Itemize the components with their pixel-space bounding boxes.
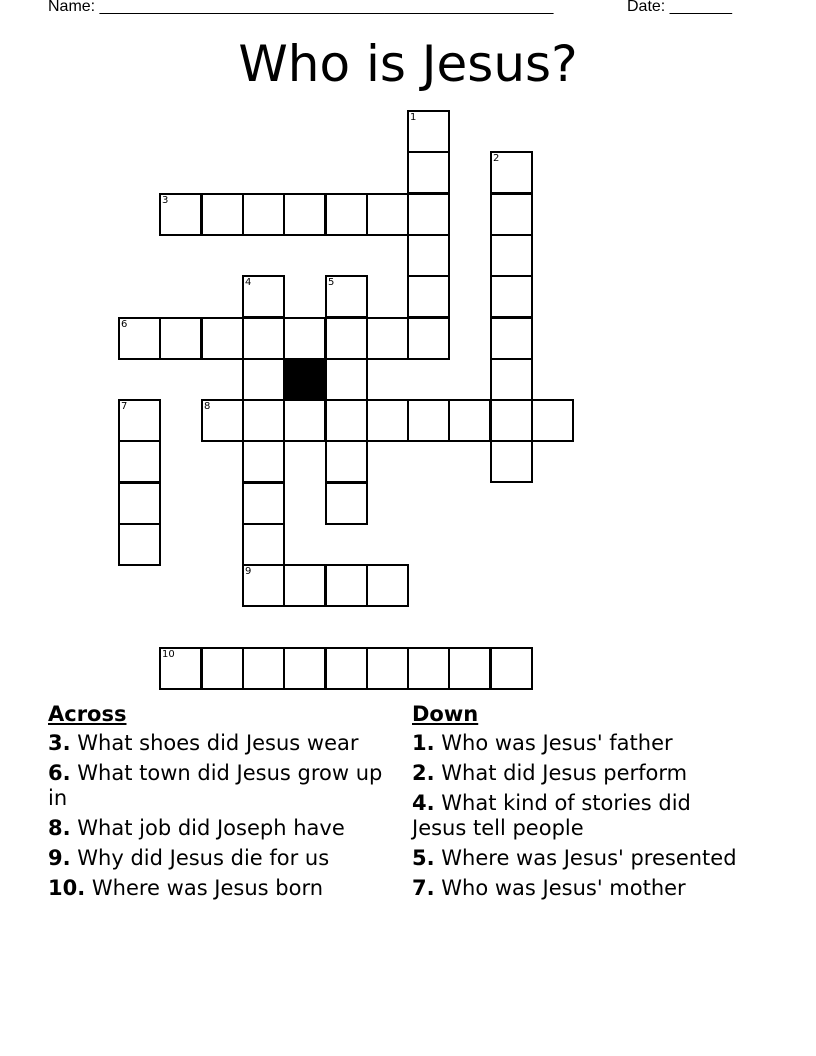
grid-cell[interactable]: [325, 440, 368, 483]
grid-cell[interactable]: [242, 193, 285, 236]
clue-number: 4: [245, 277, 252, 288]
grid-cell[interactable]: [159, 193, 202, 236]
grid-cell[interactable]: [407, 399, 450, 442]
clue-number: 1: [410, 112, 417, 123]
clue-number: 6: [121, 319, 128, 330]
clue-number-label: 4.: [412, 791, 435, 815]
down-clue-list: [412, 731, 742, 901]
grid-cell[interactable]: [325, 358, 368, 401]
grid-cell[interactable]: [407, 193, 450, 236]
down-clue: [412, 876, 742, 901]
grid-cell[interactable]: [242, 564, 285, 607]
grid-cell[interactable]: [283, 193, 326, 236]
header: [48, 0, 748, 20]
clue-number: 3: [162, 195, 169, 206]
grid-cell[interactable]: [407, 647, 450, 690]
down-clue: [412, 761, 742, 786]
down-clue: [412, 731, 742, 756]
across-clue: [48, 731, 393, 756]
down-heading: Down: [412, 702, 479, 726]
across-heading: Across: [48, 702, 127, 726]
across-clue: [48, 761, 393, 811]
clue-number: 5: [328, 277, 335, 288]
grid-cell[interactable]: [242, 647, 285, 690]
grid-cell[interactable]: [283, 564, 326, 607]
grid-cell[interactable]: [325, 399, 368, 442]
grid-cell[interactable]: [325, 564, 368, 607]
grid-cell[interactable]: [118, 523, 161, 566]
grid-cell[interactable]: [118, 482, 161, 525]
clue-text: What did Jesus perform: [441, 761, 688, 785]
clue-number-label: 10.: [48, 876, 86, 900]
grid-cell[interactable]: [283, 647, 326, 690]
clue-number: 10: [162, 649, 175, 660]
grid-cell[interactable]: [159, 647, 202, 690]
grid-cell[interactable]: [242, 482, 285, 525]
grid-cell[interactable]: [283, 399, 326, 442]
clue-number-label: 3.: [48, 731, 71, 755]
grid-cell[interactable]: [201, 399, 244, 442]
grid-cell[interactable]: [490, 399, 533, 442]
clue-text: Who was Jesus' father: [441, 731, 673, 755]
down-clue: [412, 846, 742, 871]
clue-text: What shoes did Jesus wear: [77, 731, 359, 755]
grid-cell[interactable]: [118, 317, 161, 360]
clue-number: 8: [204, 401, 211, 412]
grid-cell[interactable]: [490, 234, 533, 277]
grid-cell[interactable]: [490, 151, 533, 194]
grid-cell[interactable]: [283, 317, 326, 360]
grid-cell[interactable]: [490, 275, 533, 318]
grid-cell[interactable]: [366, 193, 409, 236]
clue-number-label: 9.: [48, 846, 71, 870]
grid-cell[interactable]: [325, 275, 368, 318]
grid-cell[interactable]: [118, 399, 161, 442]
grid-cell[interactable]: [242, 523, 285, 566]
grid-cell[interactable]: [407, 234, 450, 277]
grid-cell[interactable]: [325, 647, 368, 690]
across-clue: [48, 846, 393, 871]
grid-cell[interactable]: [242, 440, 285, 483]
date-field[interactable]: Date: _______: [627, 0, 732, 15]
grid-cell[interactable]: [407, 275, 450, 318]
grid-block-cell: [283, 358, 326, 401]
grid-cell[interactable]: [407, 317, 450, 360]
down-clues: [412, 702, 742, 906]
across-clue-list: [48, 731, 393, 901]
clue-number-label: 2.: [412, 761, 435, 785]
grid-cell[interactable]: [366, 647, 409, 690]
grid-cell[interactable]: [118, 440, 161, 483]
name-field[interactable]: Name: ___________________________________________________: [48, 0, 554, 15]
grid-cell[interactable]: [201, 647, 244, 690]
clue-number-label: 7.: [412, 876, 435, 900]
clue-text: Where was Jesus' presented: [441, 846, 737, 870]
grid-cell[interactable]: [366, 399, 409, 442]
clue-text: Where was Jesus born: [91, 876, 324, 900]
grid-cell[interactable]: [159, 317, 202, 360]
across-clue: [48, 876, 393, 901]
grid-cell[interactable]: [531, 399, 574, 442]
down-clue: [412, 791, 742, 841]
clue-number-label: 5.: [412, 846, 435, 870]
grid-cell[interactable]: [201, 193, 244, 236]
grid-cell[interactable]: [407, 151, 450, 194]
grid-cell[interactable]: [366, 564, 409, 607]
clue-text: What kind of stories did Jesus tell people: [412, 791, 691, 840]
grid-cell[interactable]: [448, 399, 491, 442]
clue-number: 2: [493, 153, 500, 164]
grid-cell[interactable]: [490, 193, 533, 236]
grid-cell[interactable]: [448, 647, 491, 690]
clue-text: What town did Jesus grow up in: [48, 761, 383, 810]
grid-cell[interactable]: [242, 275, 285, 318]
clue-number-label: 1.: [412, 731, 435, 755]
clue-number-label: 6.: [48, 761, 71, 785]
grid-cell[interactable]: [325, 317, 368, 360]
clue-number: 7: [121, 401, 128, 412]
across-clues: [48, 702, 393, 906]
grid-cell[interactable]: [490, 440, 533, 483]
clue-text: Why did Jesus die for us: [77, 846, 330, 870]
grid-cell[interactable]: [407, 110, 450, 153]
grid-cell[interactable]: [242, 358, 285, 401]
page-title: Who is Jesus?: [238, 35, 578, 93]
grid-cell[interactable]: [490, 317, 533, 360]
clue-number: 9: [245, 566, 252, 577]
across-clue: [48, 816, 393, 841]
clue-text: What job did Joseph have: [77, 816, 345, 840]
grid-cell[interactable]: [242, 317, 285, 360]
grid-cell[interactable]: [201, 317, 244, 360]
grid-cell[interactable]: [490, 647, 533, 690]
grid-cell[interactable]: [242, 399, 285, 442]
grid-cell[interactable]: [490, 358, 533, 401]
clue-text: Who was Jesus' mother: [441, 876, 686, 900]
clue-number-label: 8.: [48, 816, 71, 840]
grid-cell[interactable]: [366, 317, 409, 360]
grid-cell[interactable]: [325, 193, 368, 236]
grid-cell[interactable]: [325, 482, 368, 525]
